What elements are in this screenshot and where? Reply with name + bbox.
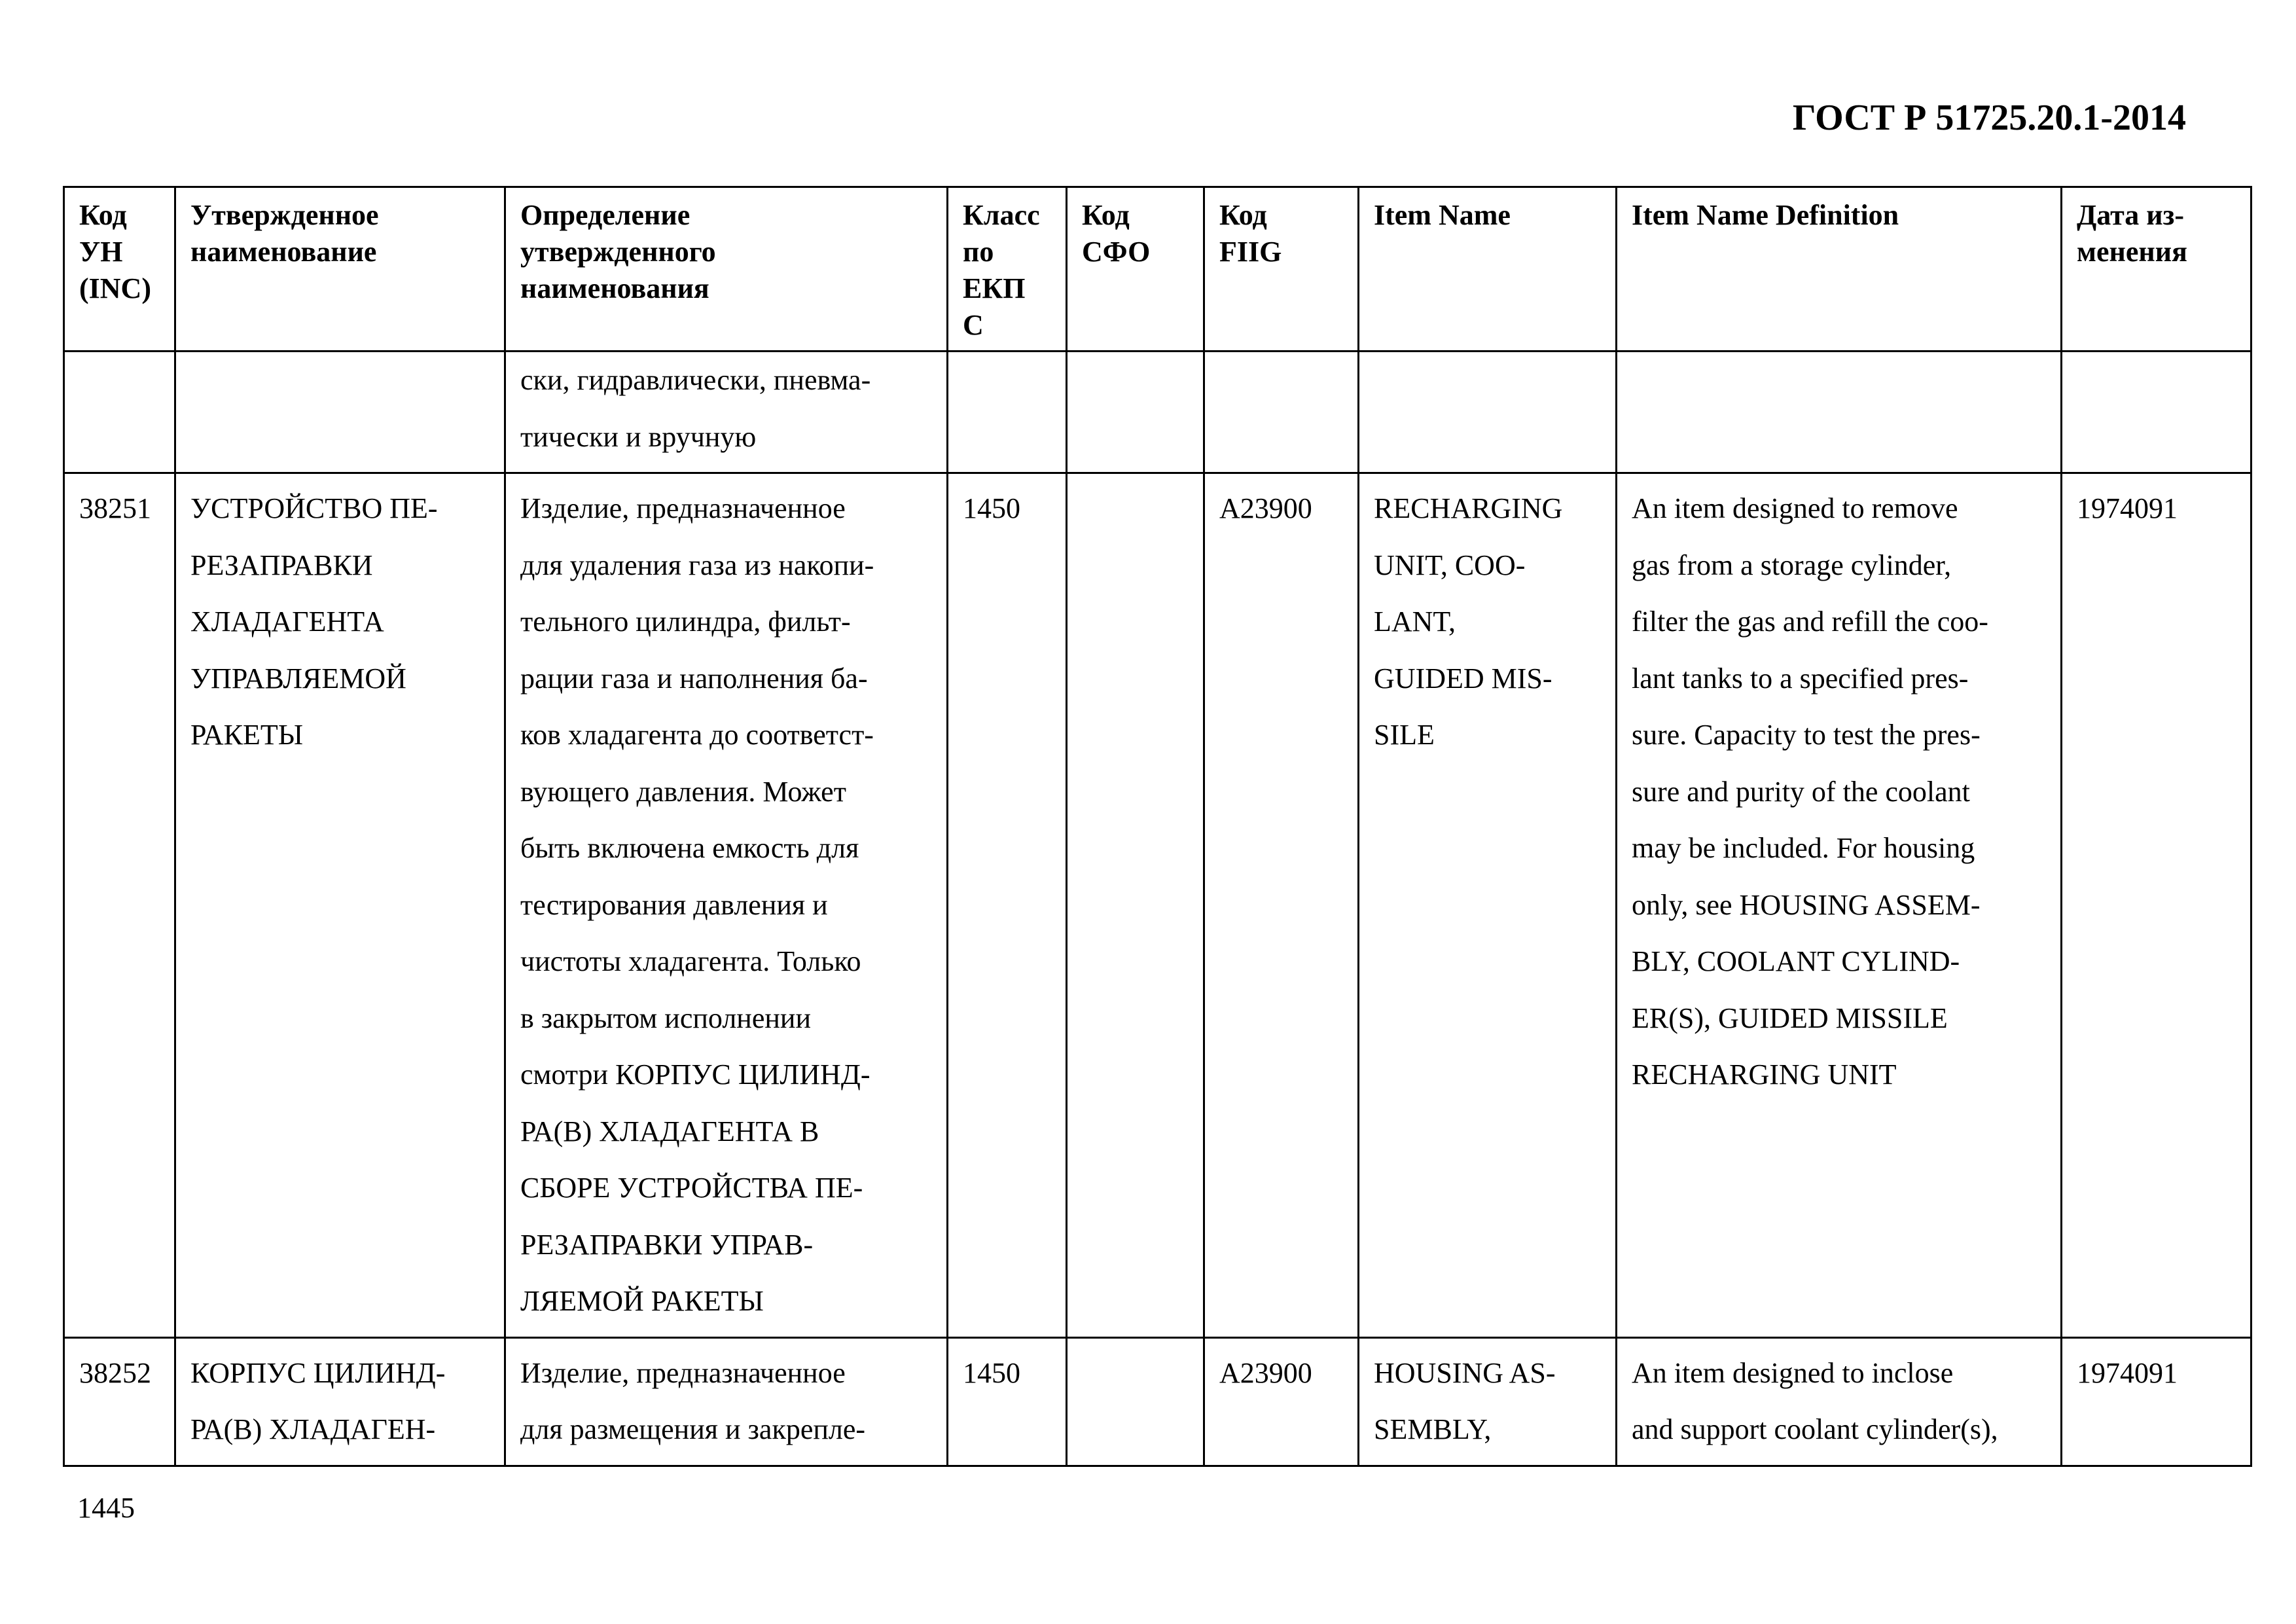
cell-item-name	[1359, 352, 1617, 473]
cell-sfo	[1067, 1337, 1204, 1466]
cell-approved-name	[175, 352, 505, 473]
column-header-sfo: Код СФО	[1067, 187, 1204, 352]
cell-fiig: A23900	[1204, 473, 1359, 1338]
column-header-item-name: Item Name	[1359, 187, 1617, 352]
document-standard-number: ГОСТ Р 51725.20.1-2014	[1792, 98, 2186, 138]
column-header-fiig: Код FIIG	[1204, 187, 1359, 352]
cell-sfo	[1067, 352, 1204, 473]
column-header-approved-name: Утвержденное наименование	[175, 187, 505, 352]
cell-definition: ски, гидравлически, пневма- тически и вручную	[505, 352, 948, 473]
cell-item-name-definition: An item designed to inclose and support coolant cylinder(s),	[1617, 1337, 2062, 1466]
cell-approved-name: УСТРОЙСТВО ПЕ- РЕЗАПРАВКИ ХЛАДАГЕНТА УПРАВЛЯЕМОЙ РАКЕТЫ	[175, 473, 505, 1338]
cell-class: 1450	[948, 1337, 1067, 1466]
table-row	[64, 352, 2251, 473]
page-number: 1445	[77, 1492, 135, 1524]
cell-fiig	[1204, 352, 1359, 473]
cell-item-name: HOUSING AS- SEMBLY,	[1359, 1337, 1617, 1466]
table-row	[64, 1337, 2251, 1466]
column-header-class: Класс по ЕКП С	[948, 187, 1067, 352]
cell-class	[948, 352, 1067, 473]
cell-class: 1450	[948, 473, 1067, 1338]
approved-item-names-table	[63, 186, 2252, 1467]
cell-item-name-definition	[1617, 352, 2062, 473]
cell-change-date: 1974091	[2062, 473, 2251, 1338]
cell-change-date	[2062, 352, 2251, 473]
cell-inc: 38252	[64, 1337, 175, 1466]
column-header-definition: Определение утвержденного наименования	[505, 187, 948, 352]
cell-item-name-definition: An item designed to remove gas from a storage cylinder, filter the gas and refill the coo- lant tanks to a specified pres- sure. Capacity to test the pres- sure and purity of the coolant may be included. For housing only, see HOUSING ASSEM- BLY, COOLANT CYLIND- ER(S), GUIDED MISSILE RECHARGING UNIT	[1617, 473, 2062, 1338]
cell-inc: 38251	[64, 473, 175, 1338]
cell-approved-name: КОРПУС ЦИЛИНД- РА(В) ХЛАДАГЕН-	[175, 1337, 505, 1466]
column-header-item-name-definition: Item Name Definition	[1617, 187, 2062, 352]
table-header-row	[64, 187, 2251, 352]
cell-inc	[64, 352, 175, 473]
cell-definition: Изделие, предназначенное для удаления газа из накопи- тельного цилиндра, фильт- рации газа и наполнения ба- ков хладагента до соответст- вующего давления. Может быть включена емкость для тестирования давления и чистоты хладагента. Только в закрытом исполнении смотри КОРПУС ЦИЛИНД- РА(В) ХЛАДАГЕНТА В СБОРЕ УСТРОЙСТВА ПЕ- РЕЗАПРАВКИ УПРАВ- ЛЯЕМОЙ РАКЕТЫ	[505, 473, 948, 1338]
table-row	[64, 473, 2251, 1338]
cell-item-name: RECHARGING UNIT, COO- LANT, GUIDED MIS- SILE	[1359, 473, 1617, 1338]
column-header-inc: Код УН (INC)	[64, 187, 175, 352]
cell-sfo	[1067, 473, 1204, 1338]
cell-fiig: A23900	[1204, 1337, 1359, 1466]
column-header-change-date: Дата из- менения	[2062, 187, 2251, 352]
cell-change-date: 1974091	[2062, 1337, 2251, 1466]
cell-definition: Изделие, предназначенное для размещения и закрепле-	[505, 1337, 948, 1466]
